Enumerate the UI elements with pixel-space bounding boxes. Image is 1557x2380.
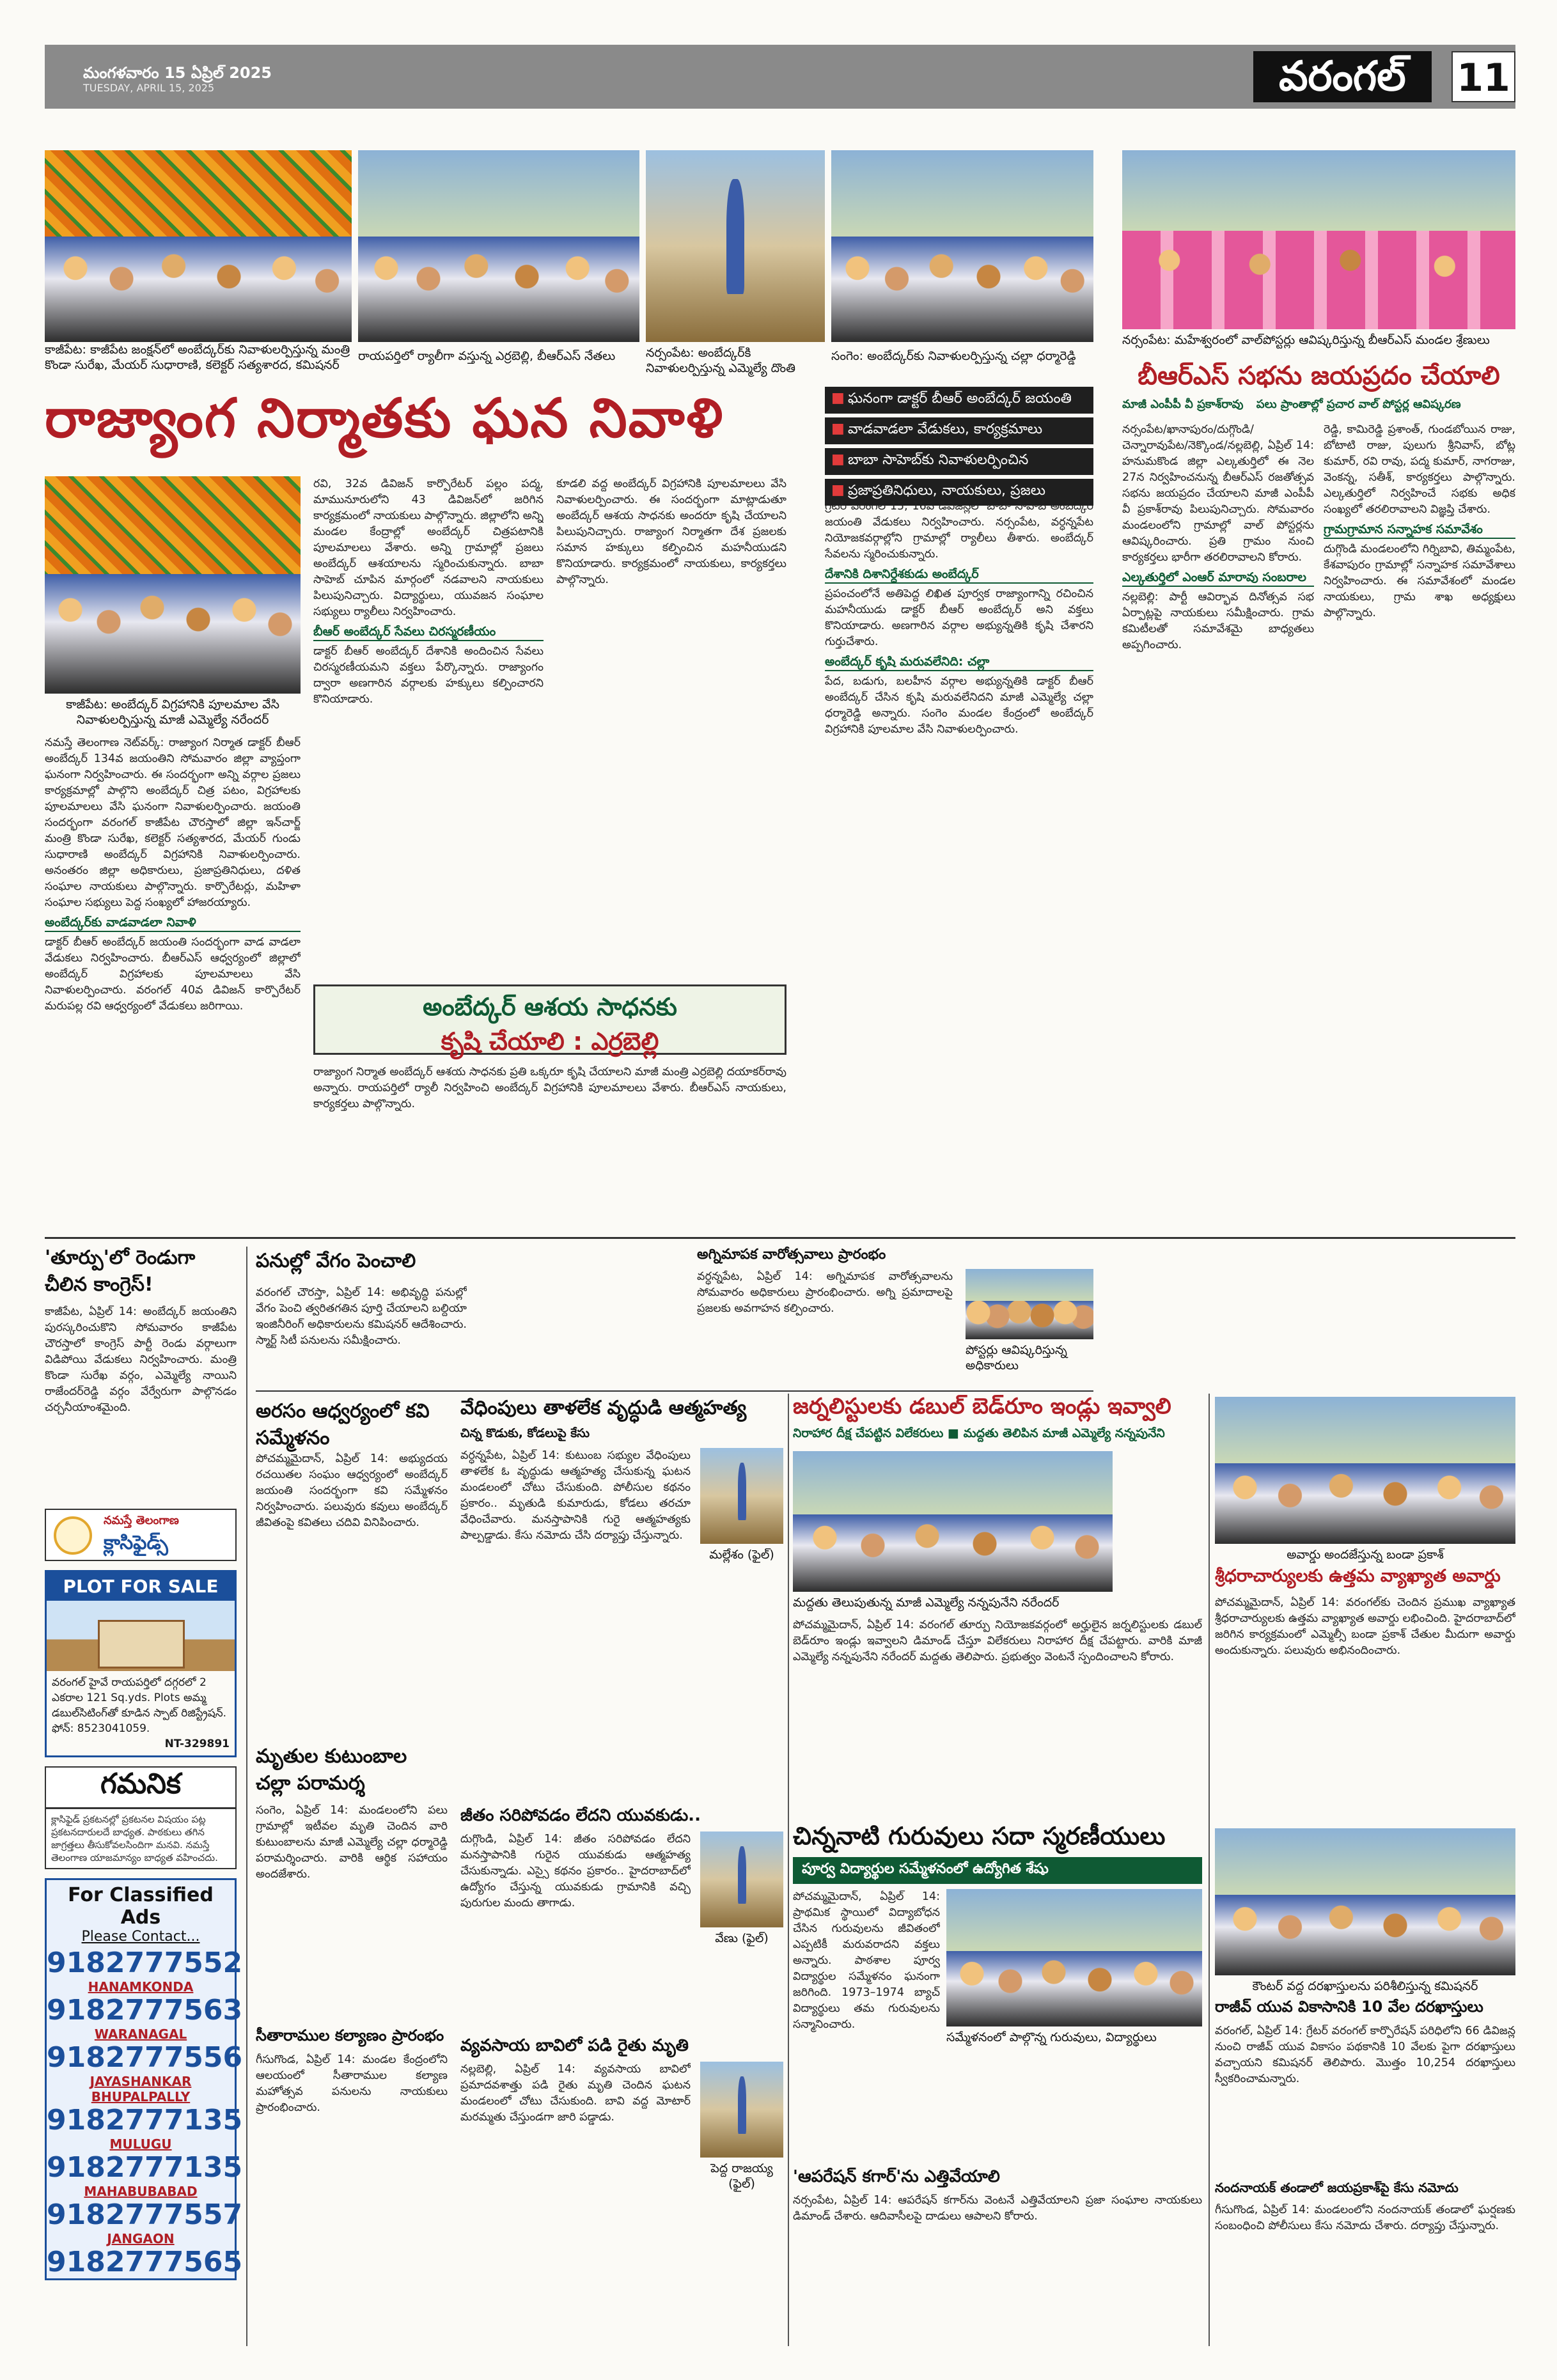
page-number: 11 [1451, 51, 1515, 102]
errabelli-headline-box [313, 984, 786, 1055]
turpu-body-text: కాజీపేట, ఏప్రిల్ 14: అంబేద్కర్ జయంతిని పురస్కరించుకొని సోమవారం కాజీపేట చౌరస్తాలో కాంగ్రెస్ పార్టీ రెండు వర్గాలుగా విడిపోయి వేడుకలు నిర్వహించారు. మంత్రి కొండా సురేఖ వర్గం, ఎమ్మెల్యే నాయిని రాజేందర్‌రెడ్డి వర్గం వేర్వేరుగా పాల్గొనడం చర్చనీయాంశమైంది. [45, 1305, 237, 1414]
rajiv-headline: రాజీవ్ యువ వికాసానికి 10 వేల దరఖాస్తులు [1215, 1998, 1483, 2016]
srirama-body-text: గీసుగొండ, ఏప్రిల్ 14: మండల కేంద్రంలోని ఆలయంలో సీతారాముల కల్యాణ మహోత్సవ పనులను నాయకులు ప్రారంభించారు. [256, 2053, 448, 2114]
contact-location: HANAMKONDA [88, 1979, 194, 1995]
vyavasaya-headline: వ్యవసాయ బావిలో పడి రైతు మృతి [460, 2036, 689, 2055]
gurus-body [793, 1889, 940, 2158]
journalists-body-text: పోచమ్మమైదాన్, ఏప్రిల్ 14: వరంగల్ తూర్పు నియోజకవర్గంలో అర్హులైన జర్నలిస్టులకు డబుల్ బెడ్‌రూం ఇండ్లు ఇవ్వాలని డిమాండ్ చేస్తూ విలేకరులు నిరాహార దీక్ష చేపట్టారు. వారికి మాజీ ఎమ్మెల్యే నన్నపునేని నరేందర్ మద్దతు తెలిపారు. ప్రభుత్వం వెంటనే స్పందించాలని కోరారు. [793, 1619, 1202, 1663]
main-col-4 [825, 499, 1093, 1227]
main-col-4-subhead-2: అంబేద్కర్ కృషి మరువలేనిది: చల్లా [825, 654, 1093, 671]
photo-sangem-caption: సంగెం: అంబేద్కర్‌కు నివాళులర్పిస్తున్న చల్లా ధర్మారెడ్డి [831, 348, 1093, 364]
photo-award [1215, 1397, 1515, 1544]
plot-ad-code: NT-329891 [164, 1738, 230, 1750]
divider [1209, 1394, 1210, 2346]
srirama-body [256, 2052, 448, 2340]
masthead [45, 45, 1515, 109]
brs-body: నర్సంపేట/ఖానాపురం/దుగ్గొండి/చెన్నారావుపేట/నెక్కొండ/నల్లబెల్లి, ఏప్రిల్ 14: హనుమకొండ జిల్లా ఎల్కతుర్తిలో ఈ నెల 27న నిర్వహించనున్న బీఆర్ఎస్ రజతోత్సవ సభను జయప్రదం చేయాలని మాజీ ఎంపీపీ వీ ప్రకాశ్‌రావు పిలుపునిచ్చారు. సోమవారం మండలంలోని గ్రామాల్లో వాల్ పోస్టర్లను ఆవిష్కరించారు. ప్రతి గ్రామం నుంచి కార్యకర్తలు భారీగా తరలిరావాలని కోరారు. [1122, 423, 1314, 564]
contact-location: JANGAON [107, 2231, 175, 2246]
journalists-sub-1: నిరాహార దీక్ష చేపట్టిన విలేకరులు [793, 1426, 944, 1440]
operation-headline: 'ఆపరేషన్ కగార్‌'ను ఎత్తివేయాలి [793, 2167, 1000, 2186]
operation-body [793, 2193, 1202, 2340]
bullet-item: ■ వాడవాడలా వేడుకలు, కార్యక్రమాలు [825, 417, 1093, 444]
photo-sangem [831, 150, 1093, 342]
brs-sub-3: ఎల్కతుర్తిలో ఎంఆర్ మారావు సంబరాల [1122, 570, 1314, 587]
award-body [1215, 1595, 1515, 1819]
photo-mallesham [700, 1448, 783, 1544]
photo-kazipet-caption: కాజీపేట: కాజీపేట జంక్షన్‌లో అంబేద్కర్‌కు నివాళులర్పిస్తున్న మంత్రి కొండా సురేఖ, మేయర్ సుధారాణి, కలెక్టర్ సత్యశారద, కమిషనర్ [45, 342, 352, 373]
photo-fire [966, 1269, 1093, 1339]
ads-contact-label: Please Contact... [81, 1929, 200, 1945]
notice-header: గమనిక [46, 1768, 235, 1809]
brs-col-1 [1122, 422, 1314, 1227]
jeetham-body-text: దుగ్గొండి, ఏప్రిల్ 14: జీతం సరిపోవడం లేదని మనస్తాపానికి గురైన యువకుడు ఆత్మహత్య చేసుకున్నాడు. ఎస్సై కథనం ప్రకారం.. హైదరాబాద్‌లో ఉద్యోగం చేస్తున్న యువకుడు గ్రామానికి వచ్చి పురుగుల మందు తాగాడు. [460, 1833, 691, 1909]
errabelli-headline-2: కృషి చేయాలి : ఎర్రబెల్లి [441, 1027, 659, 1055]
operation-body-text: నర్సంపేట, ఏప్రిల్ 14: ఆపరేషన్ కగార్‌ను వెంటనే ఎత్తివేయాలని ప్రజా సంఘాల నాయకులు డిమాండ్ చేశారు. ఆదివాసీలపై దాడులు ఆపాలని కోరారు. [793, 2194, 1202, 2223]
bullet-item: ■ బాబా సాహెబ్‌కు నివాళులర్పించిన [825, 448, 1093, 475]
main-col-4-text-b: ప్రపంచంలోనే అతిపెద్ద లిఖిత పూర్వక రాజ్యాంగాన్ని రచించిన మహనీయుడు డాక్టర్ బీఆర్ అంబేద్కర్ అని వక్తలు కొనియాడారు. అణగారిన వర్గాల అభ్యున్నతికి కృషి చేశారని గుర్తుచేశారు. [825, 587, 1093, 648]
section-title: వరంగల్ [1253, 51, 1432, 102]
photo-brs-posters [1122, 150, 1515, 329]
classified-brand-top: నమస్తే తెలంగాణ [104, 1514, 179, 1527]
vedhimpulu-sub: చిన్న కొడుకు, కోడలుపై కేసు [460, 1426, 716, 1441]
turpu-headline: 'తూర్పు'లో రెండుగా చీలిన కాంగ్రెస్! [45, 1247, 196, 1296]
contact-number: 9182777563 [47, 1994, 243, 2026]
srirama-headline: సీతారాముల కల్యాణం ప్రారంభం [256, 2026, 444, 2044]
classified-contacts [45, 1878, 243, 2280]
photo-narender-caption: కాజీపేట: అంబేద్కర్ విగ్రహానికి పూలమాల వేసి నివాళులర్పిస్తున్న మాజీ ఎమ్మెల్యే నరేందర్ [45, 697, 301, 727]
logo-seal-icon [54, 1516, 92, 1555]
gurus-body-text: పోచమ్మమైదాన్, ఏప్రిల్ 14: ప్రాథమిక స్థాయిలో విద్యాబోధన చేసిన గురువులను జీవితంలో ఎప్పటికీ మరువరాదని వక్తలు అన్నారు. పాఠశాల పూర్వ విద్యార్థుల సమ్మేళనం ఘనంగా జరిగింది. 1973–1974 బ్యాచ్ విద్యార్థులు తమ గురువులను సన్మానించారు. [793, 1890, 940, 2031]
divider [256, 1390, 1093, 1392]
contact-location: WARANAGAL [94, 2026, 187, 2042]
plot-ad-image [47, 1601, 235, 1671]
main-col-3 [556, 476, 786, 975]
notice-text: క్లాసిఫైడ్ ప్రకటనల్లో ప్రకటనల విషయం పట్ల ప్రకటనదారులదే బాధ్యత. పాఠకులు తగిన జాగ్రత్తలు తీసుకోవలసిందిగా మనవి. నమస్తే తెలంగాణ యాజమాన్యం బాధ్యత వహించదు. [51, 1814, 218, 1863]
main-col-1-subhead: అంబేద్కర్‌కు వాడవాడలా నివాళి [45, 915, 301, 932]
photo-rajayya [700, 2062, 783, 2158]
main-col-1-text-b: డాక్టర్ బీఆర్ అంబేద్కర్ జయంతి సందర్భంగా వాడ వాడలా వేడుకలు నిర్వహించారు. బీఆర్ఎస్ ఆధ్వర్యంలో జిల్లాలో అంబేద్కర్ విగ్రహాలకు పూలమాలలు వేసి నివాళులర్పించారు. వరంగల్ 40వ డివిజన్ కార్పొరేటర్ మరుపల్ల రవి ఆధ్వర్యంలో వేడుకలు జరిగాయి. [45, 936, 301, 1013]
classified-column [45, 1509, 243, 2280]
date-english: TUESDAY, APRIL 15, 2025 [83, 82, 215, 94]
main-col-1 [45, 735, 301, 1227]
errabelli-body-text: రాజ్యాంగ నిర్మాత అంబేద్కర్ ఆశయ సాధనకు ప్రతి ఒక్కరూ కృషి చేయాలని మాజీ మంత్రి ఎర్రబెల్లి దయాకర్‌రావు అన్నారు. రాయపర్తిలో ర్యాలీ నిర్వహించి అంబేద్కర్ విగ్రహానికి పూలమాలలు వేశారు. బీఆర్ఎస్ నాయకులు, కార్యకర్తలు పాల్గొన్నారు. [313, 1066, 786, 1110]
brs-sub-2: పలు ప్రాంతాల్లో ప్రచార వాల్ పోస్టర్ల ఆవిష్కరణ [1256, 398, 1461, 411]
photo-gurus [946, 1889, 1202, 2026]
classified-logo [45, 1509, 237, 1561]
plot-ad-header: PLOT FOR SALE [47, 1572, 235, 1601]
fire-body [697, 1269, 953, 1384]
photo-gurus-caption: సమ్మేళనంలో పాల్గొన్న గురువులు, విద్యార్థులు [946, 2030, 1202, 2045]
journalists-subs: నిరాహార దీక్ష చేపట్టిన విలేకరులు ■ మద్దతు తెలిపిన మాజీ ఎమ్మెల్యే నన్నపునేని [793, 1426, 1202, 1441]
last-headline: నందనాయక్ తండాలో జయప్రకాశ్‌పై కేసు నమోదు [1215, 2180, 1459, 2195]
vedhimpulu-body [460, 1448, 691, 1787]
mrutula-body-text: సంగెం, ఏప్రిల్ 14: మండలంలోని పలు గ్రామాల్లో ఇటీవల మృతి చెందిన వారి కుటుంబాలను మాజీ ఎమ్మెల్యే చల్లా ధర్మారెడ్డి పరామర్శించారు. వారికి ఆర్థిక సహాయం అందజేశారు. [256, 1804, 448, 1881]
contact-number: 9182777557 [47, 2198, 243, 2231]
award-body-text: పోచమ్మమైదాన్, ఏప్రిల్ 14: వరంగల్‌కు చెందిన ప్రముఖ వ్యాఖ్యాత శ్రీధరాచార్యులకు ఉత్తమ వ్యాఖ్యాత అవార్డు లభించింది. హైదరాబాద్‌లో జరిగిన కార్యక్రమంలో ఎమ్మెల్సీ బండా ప్రకాశ్ చేతుల మీదుగా అవార్డు అందుకున్నారు. పలువురు అభినందించారు. [1215, 1596, 1515, 1657]
vedhimpulu-body-text: వర్ధన్నపేట, ఏప్రిల్ 14: కుటుంబ సభ్యుల వేధింపులు తాళలేక ఓ వృద్ధుడు ఆత్మహత్య చేసుకున్న ఘటన మండలంలో చోటు చేసుకుంది. పోలీసుల కథనం ప్రకారం.. మృతుడి కుమారుడు, కోడలు తరచూ వేధించేవారు. మనస్తాపానికి గురై ఆత్మహత్యకు పాల్పడ్డాడు. కేసు నమోదు చేసి దర్యాప్తు చేస్తున్నారు. [460, 1449, 691, 1542]
main-col-3-text: కూడలి వద్ద అంబేద్కర్ విగ్రహానికి పూలమాలలు వేసి నివాళులర్పించారు. ఈ సందర్భంగా మాట్లాడుతూ అంబేద్కర్ ఆశయ సాధనకు అందరూ కృషి చేయాలని పిలుపునిచ్చారు. రాజ్యాంగ నిర్మాతగా దేశ ప్రజలకు సమాన హక్కులు కల్పించిన మహనీయుడని కొనియాడారు. కార్యక్రమంలో నాయకులు, కార్యకర్తలు పాల్గొన్నారు. [556, 478, 786, 586]
pattu-headline: పనుల్లో వేగం పెంచాలి [256, 1250, 416, 1272]
journalists-headline: జర్నలిస్టులకు డబుల్ బెడ్‌రూం ఇండ్లు ఇవ్వాలి [793, 1394, 1171, 1419]
main-headline: రాజ్యాంగ నిర్మాతకు ఘన నివాళి [45, 387, 724, 449]
jeetham-body [460, 1832, 691, 2023]
last-body [1215, 2202, 1515, 2337]
date-telugu: మంగళవారం 15 ఏప్రిల్ 2025 [83, 64, 272, 82]
contact-location: JAYASHANKAR BHUPALPALLY [90, 2074, 192, 2104]
fire-headline: అగ్నిమాపక వారోత్సవాలు ప్రారంభం [697, 1247, 886, 1263]
main-col-4-text: గ్రేటర్ వరంగల్ 15, 16వ డివిజన్లలో బాబా సాహెబ్ అంబేద్కర్ జయంతి వేడుకలు నిర్వహించారు. నర్సంపేట, వర్ధన్నపేట నియోజకవర్గాల్లోని గ్రామాల్లో ర్యాలీలు తీశారు. అంబేద్కర్ సేవలను స్మరించుకున్నారు. [825, 500, 1093, 561]
brs-body-3: నల్లబెల్లి: పార్టీ ఆవిర్భావ దినోత్సవ సభ ఏర్పాట్లపై నాయకులు సమీక్షించారు. గ్రామ కమిటీలతో సమావేశమై బాధ్యతలు అప్పగించారు. [1122, 591, 1314, 651]
brs-body-2: రెడ్డి, కామిరెడ్డి ప్రశాంత్, గుండబోయిన రాజు, బోటాటి రాజు, పులుగు శ్రీనివాస్, బోట్ల కుమార్, రవి రావు, పద్మ కుమార్, నాగరాజు, వెంకన్న, సతీశ్, కార్యకర్తలు పాల్గొన్నారు. ఎల్కతుర్తిలో నిర్వహించే సభకు అధిక సంఖ్యలో తరలిరావాలని విజ్ఞప్తి చేశారు. [1324, 423, 1515, 516]
photo-rayaparthi [358, 150, 639, 342]
rajiv-body-text: వరంగల్, ఏప్రిల్ 14: గ్రేటర్ వరంగల్ కార్పొరేషన్ పరిధిలోని 66 డివిజన్ల నుంచి రాజీవ్ యువ వికాసం పథకానికి 10 వేలకు పైగా దరఖాస్తులు వచ్చాయని కమిషనర్ తెలిపారు. మొత్తం 10,254 దరఖాస్తులు స్వీకరించామన్నారు. [1215, 2025, 1515, 2085]
photo-rayaparthi-caption: రాయపర్తిలో ర్యాలీగా వస్తున్న ఎర్రబెల్లి, బీఆర్ఎస్ నేతలు [358, 348, 639, 364]
contact-location: MAHABUBABAD [84, 2184, 198, 2199]
photo-journalists [793, 1451, 1113, 1592]
notice-box [45, 1766, 237, 1869]
plot-ad-description: వరంగల్ హైవే రాయపర్తిలో దగ్గరలో 2 ఎకరాల 121 Sq.yds. Plots అమ్మ డబుల్‌సిటింగ్‌తో కూడిన స్పాట్ రిజిస్ట్రేషన్. ఫోన్: 8523041059. [52, 1676, 227, 1735]
vedhimpulu-headline: వేధింపులు తాళలేక వృద్ధుడి ఆత్మహత్య [460, 1397, 747, 1419]
brs-body-4: దుగ్గొండి మండలంలోని గిర్నిబావి, తిమ్మంపేట, కేశవాపురం గ్రామాల్లో సన్నాహక సమావేశాలు నిర్వహించారు. ఈ సమావేశంలో మండల నాయకులు, గ్రామ శాఖ అధ్యక్షులు పాల్గొన్నారు. [1324, 543, 1515, 619]
contact-number: 9182777552 [47, 1947, 243, 1979]
main-bullets [825, 387, 1093, 509]
divider [246, 1247, 247, 2346]
pattu-body [256, 1285, 467, 1387]
photo-narender [45, 476, 301, 694]
photo-fire-caption: పోస్టర్లు ఆవిష్కరిస్తున్న అధికారులు [966, 1342, 1093, 1373]
last-body-text: గీసుగొండ, ఏప్రిల్ 14: మండలంలోని నందనాయక్ తండాలో ఘర్షణకు సంబంధించి పోలీసులు కేసు నమోదు చేశారు. దర్యాప్తు చేస్తున్నారు. [1215, 2204, 1515, 2232]
journalists-body [793, 1617, 1202, 1809]
turpu-body [45, 1304, 237, 1496]
brs-sub-4: గ్రామగ్రామాన సన్నాహక సమావేశం [1324, 522, 1515, 539]
errabelli-body [313, 1064, 786, 1227]
main-col-2-text-b: డాక్టర్ బీఆర్ అంబేద్కర్ దేశానికి అందించిన సేవలు చిరస్మరణీయమని వక్తలు పేర్కొన్నారు. రాజ్యాంగం ద్వారా అణగారిన వర్గాలకు హక్కులు కల్పించారని కొనియాడారు. [313, 645, 544, 706]
pattu-body-text: వరంగల్ చౌరస్తా, ఏప్రిల్ 14: అభివృద్ధి పనుల్లో వేగం పెంచి త్వరితగతిన పూర్తి చేయాలని బల్దియా ఇంజినీరింగ్ అధికారులను కమిషనర్ ఆదేశించారు. స్మార్ట్ సిటీ పనులను సమీక్షించారు. [256, 1286, 467, 1347]
main-col-1-text: నమస్తే తెలంగాణ నెట్‌వర్క్: రాజ్యాంగ నిర్మాత డాక్టర్ బీఆర్ అంబేద్కర్ 134వ జయంతిని సోమవారం జిల్లా వ్యాప్తంగా ఘనంగా నిర్వహించారు. ఈ సందర్భంగా అన్ని వర్గాల ప్రజలు కార్యక్రమాల్లో పాల్గొని అంబేద్కర్ చిత్ర పటం, విగ్రహాలకు పూలమాలలు వేసి ఘనంగా నివాళులర్పించారు. జయంతి సందర్భంగా వరంగల్ కాజీపేట చౌరస్తాలో జిల్లా ఇన్‌చార్జ్ మంత్రి కొండా సురేఖ, కలెక్టర్ సత్యశారద, మేయర్ గుండు సుధారాణి అంబేద్కర్ విగ్రహానికి నివాళులర్పించారు. అనంతరం జిల్లా అధికారులు, ప్రజాప్రతినిధులు, దళిత సంఘాల నాయకులు పాల్గొన్నారు. కార్పొరేటర్లు, మహిళా సంఘాల సభ్యులు పెద్ద సంఖ్యలో హాజరయ్యారు. [45, 736, 301, 909]
main-col-2 [313, 476, 544, 975]
plot-ad [45, 1570, 237, 1757]
photo-narsampet [646, 150, 825, 342]
arasam-body-text: పోచమ్మమైదాన్, ఏప్రిల్ 14: అభ్యుదయ రచయితల సంఘం ఆధ్వర్యంలో అంబేద్కర్ జయంతి సందర్భంగా కవి సమ్మేళనం నిర్వహించారు. పలువురు కవులు అంబేద్కర్ జీవితంపై కవితలు చదివి వినిపించారు. [256, 1452, 448, 1529]
divider [788, 1394, 789, 2346]
main-col-4-text-c: పేద, బడుగు, బలహీన వర్గాల అభ్యున్నతికి డాక్టర్ బీఆర్ అంబేద్కర్ చేసిన కృషి మరువలేనిదని మాజీ ఎమ్మెల్యే చల్లా ధర్మారెడ్డి అన్నారు. సంగెం మండల కేంద్రంలో అంబేద్కర్ విగ్రహానికి పూలమాల వేసి నివాళులర్పించారు. [825, 675, 1093, 736]
arasam-headline: అరసం ఆధ్వర్యంలో కవి సమ్మేళనం [256, 1400, 430, 1449]
gurus-headline: చిన్ననాటి గురువులు సదా స్మరణీయులు [793, 1822, 1166, 1850]
photo-venu [700, 1832, 783, 1927]
arasam-body [256, 1451, 448, 1732]
bullet-item: ■ ఘనంగా డాక్టర్ బీఆర్ అంబేద్కర్ జయంతి [825, 387, 1093, 414]
divider [45, 1237, 1515, 1239]
errabelli-headline-1: అంబేద్కర్ ఆశయ సాధనకు [423, 993, 677, 1021]
photo-brs-posters-caption: నర్సంపేట: మహేశ్వరంలో వాల్‌పోస్టర్లు ఆవిష్కరిస్తున్న బీఆర్ఎస్ మండల శ్రేణులు [1122, 332, 1515, 348]
mrutula-headline: మృతుల కుటుంబాల చల్లా పరామర్శ [256, 1745, 407, 1794]
jeetham-headline: జీతం సరిపోవడం లేదని యువకుడు.. [460, 1806, 701, 1825]
plot-ad-text [47, 1671, 235, 1755]
rajiv-body [1215, 2023, 1515, 2170]
journalists-sub-2: మద్దతు తెలిపిన మాజీ ఎమ్మెల్యే నన్నపునేని [963, 1426, 1165, 1440]
ads-header: For Classified Ads [68, 1884, 214, 1929]
contact-number: 9182777556 [47, 2041, 243, 2074]
mrutula-body [256, 1803, 448, 2014]
vyavasaya-body [460, 2062, 691, 2343]
main-col-4-subhead: దేశానికి దిశానిర్దేశకుడు అంబేద్కర్ [825, 566, 1093, 584]
photo-mallesham-caption: మల్లేశం (ఫైల్) [700, 1547, 783, 1562]
photo-journalists-caption: మద్దతు తెలుపుతున్న మాజీ ఎమ్మెల్యే నన్నపునేని నరేందర్ [793, 1595, 1113, 1610]
photo-kazipet [45, 150, 352, 342]
brs-sub-1: మాజీ ఎంపీపీ వీ ప్రకాశ్‌రావు [1122, 398, 1244, 411]
brs-subheads [1122, 398, 1515, 414]
contact-number: 9182777135 [47, 2151, 243, 2184]
fire-body-text: వర్ధన్నపేట, ఏప్రిల్ 14: అగ్నిమాపక వారోత్సవాలను సోమవారం అధికారులు ప్రారంభించారు. అగ్ని ప్రమాదాలపై ప్రజలకు అవగాహన కల్పించారు. [697, 1270, 953, 1315]
main-col-2-subhead: బీఆర్ అంబేద్కర్ సేవలు చిరస్మరణీయం [313, 624, 544, 641]
photo-rajiv-caption: కౌంటర్ వద్ద దరఖాస్తులను పరిశీలిస్తున్న కమిషనర్ [1215, 1979, 1515, 1994]
photo-rajiv [1215, 1828, 1515, 1975]
brs-headline: బీఆర్ఎస్ సభను జయప్రదం చేయాలి [1138, 361, 1500, 391]
photo-venu-caption: వేణు (ఫైల్) [700, 1931, 783, 1946]
bullet-item: ■ ప్రజాప్రతినిధులు, నాయకులు, ప్రజలు [825, 479, 1093, 506]
award-headline: శ్రీధరాచార్యులకు ఉత్తమ వ్యాఖ్యాత అవార్డు [1215, 1566, 1501, 1586]
photo-narsampet-caption: నర్సంపేట: అంబేద్కర్‌కి నివాళులర్పిస్తున్న ఎమ్మెల్యే దొంతి [646, 345, 825, 376]
gurus-subhead: పూర్వ విద్యార్థుల సమ్మేళనంలో ఉద్యోగిత శేషు [793, 1857, 1202, 1884]
photo-rajayya-caption: పెద్ద రాజయ్య (ఫైల్) [700, 2161, 783, 2191]
classified-brand-bottom: క్లాసిఫైడ్స్ [104, 1532, 168, 1554]
brs-col-2 [1324, 422, 1515, 1227]
photo-award-caption: అవార్డు అందజేస్తున్న బండా ప్రకాశ్ [1215, 1547, 1515, 1562]
main-col-2-text: రవి, 32వ డివిజన్ కార్పొరేటర్ పల్లం పద్మ, మామునూరులోని 43 డివిజన్‌లో జరిగిన కార్యక్రమంలో నాయకులు పాల్గొన్నారు. జిల్లాలోని అన్ని మండల కేంద్రాల్లో అంబేద్కర్ చిత్రపటానికి పూలమాలలు వేశారు. అన్ని గ్రామాల్లో ప్రజలు అంబేద్కర్ ఆశయాలను స్మరించుకున్నారు. బాబా సాహెబ్ చూపిన మార్గంలో నడవాలని నాయకులు పిలుపునిచ్చారు. విద్యార్థులు, యువజన సంఘాల సభ్యులు ర్యాలీలు నిర్వహించారు. [313, 478, 544, 618]
contact-number: 9182777565 [47, 2246, 243, 2278]
contact-number: 9182777135 [47, 2104, 243, 2136]
vyavasaya-body-text: నల్లబెల్లి, ఏప్రిల్ 14: వ్యవసాయ బావిలో ప్రమాదవశాత్తు పడి రైతు మృతి చెందిన ఘటన మండలంలో చోటు చేసుకుంది. బావి వద్ద మోటార్ మరమ్మతు చేస్తుండగా జారి పడ్డాడు. [460, 2063, 691, 2124]
contact-location: MULUGU [109, 2136, 172, 2152]
